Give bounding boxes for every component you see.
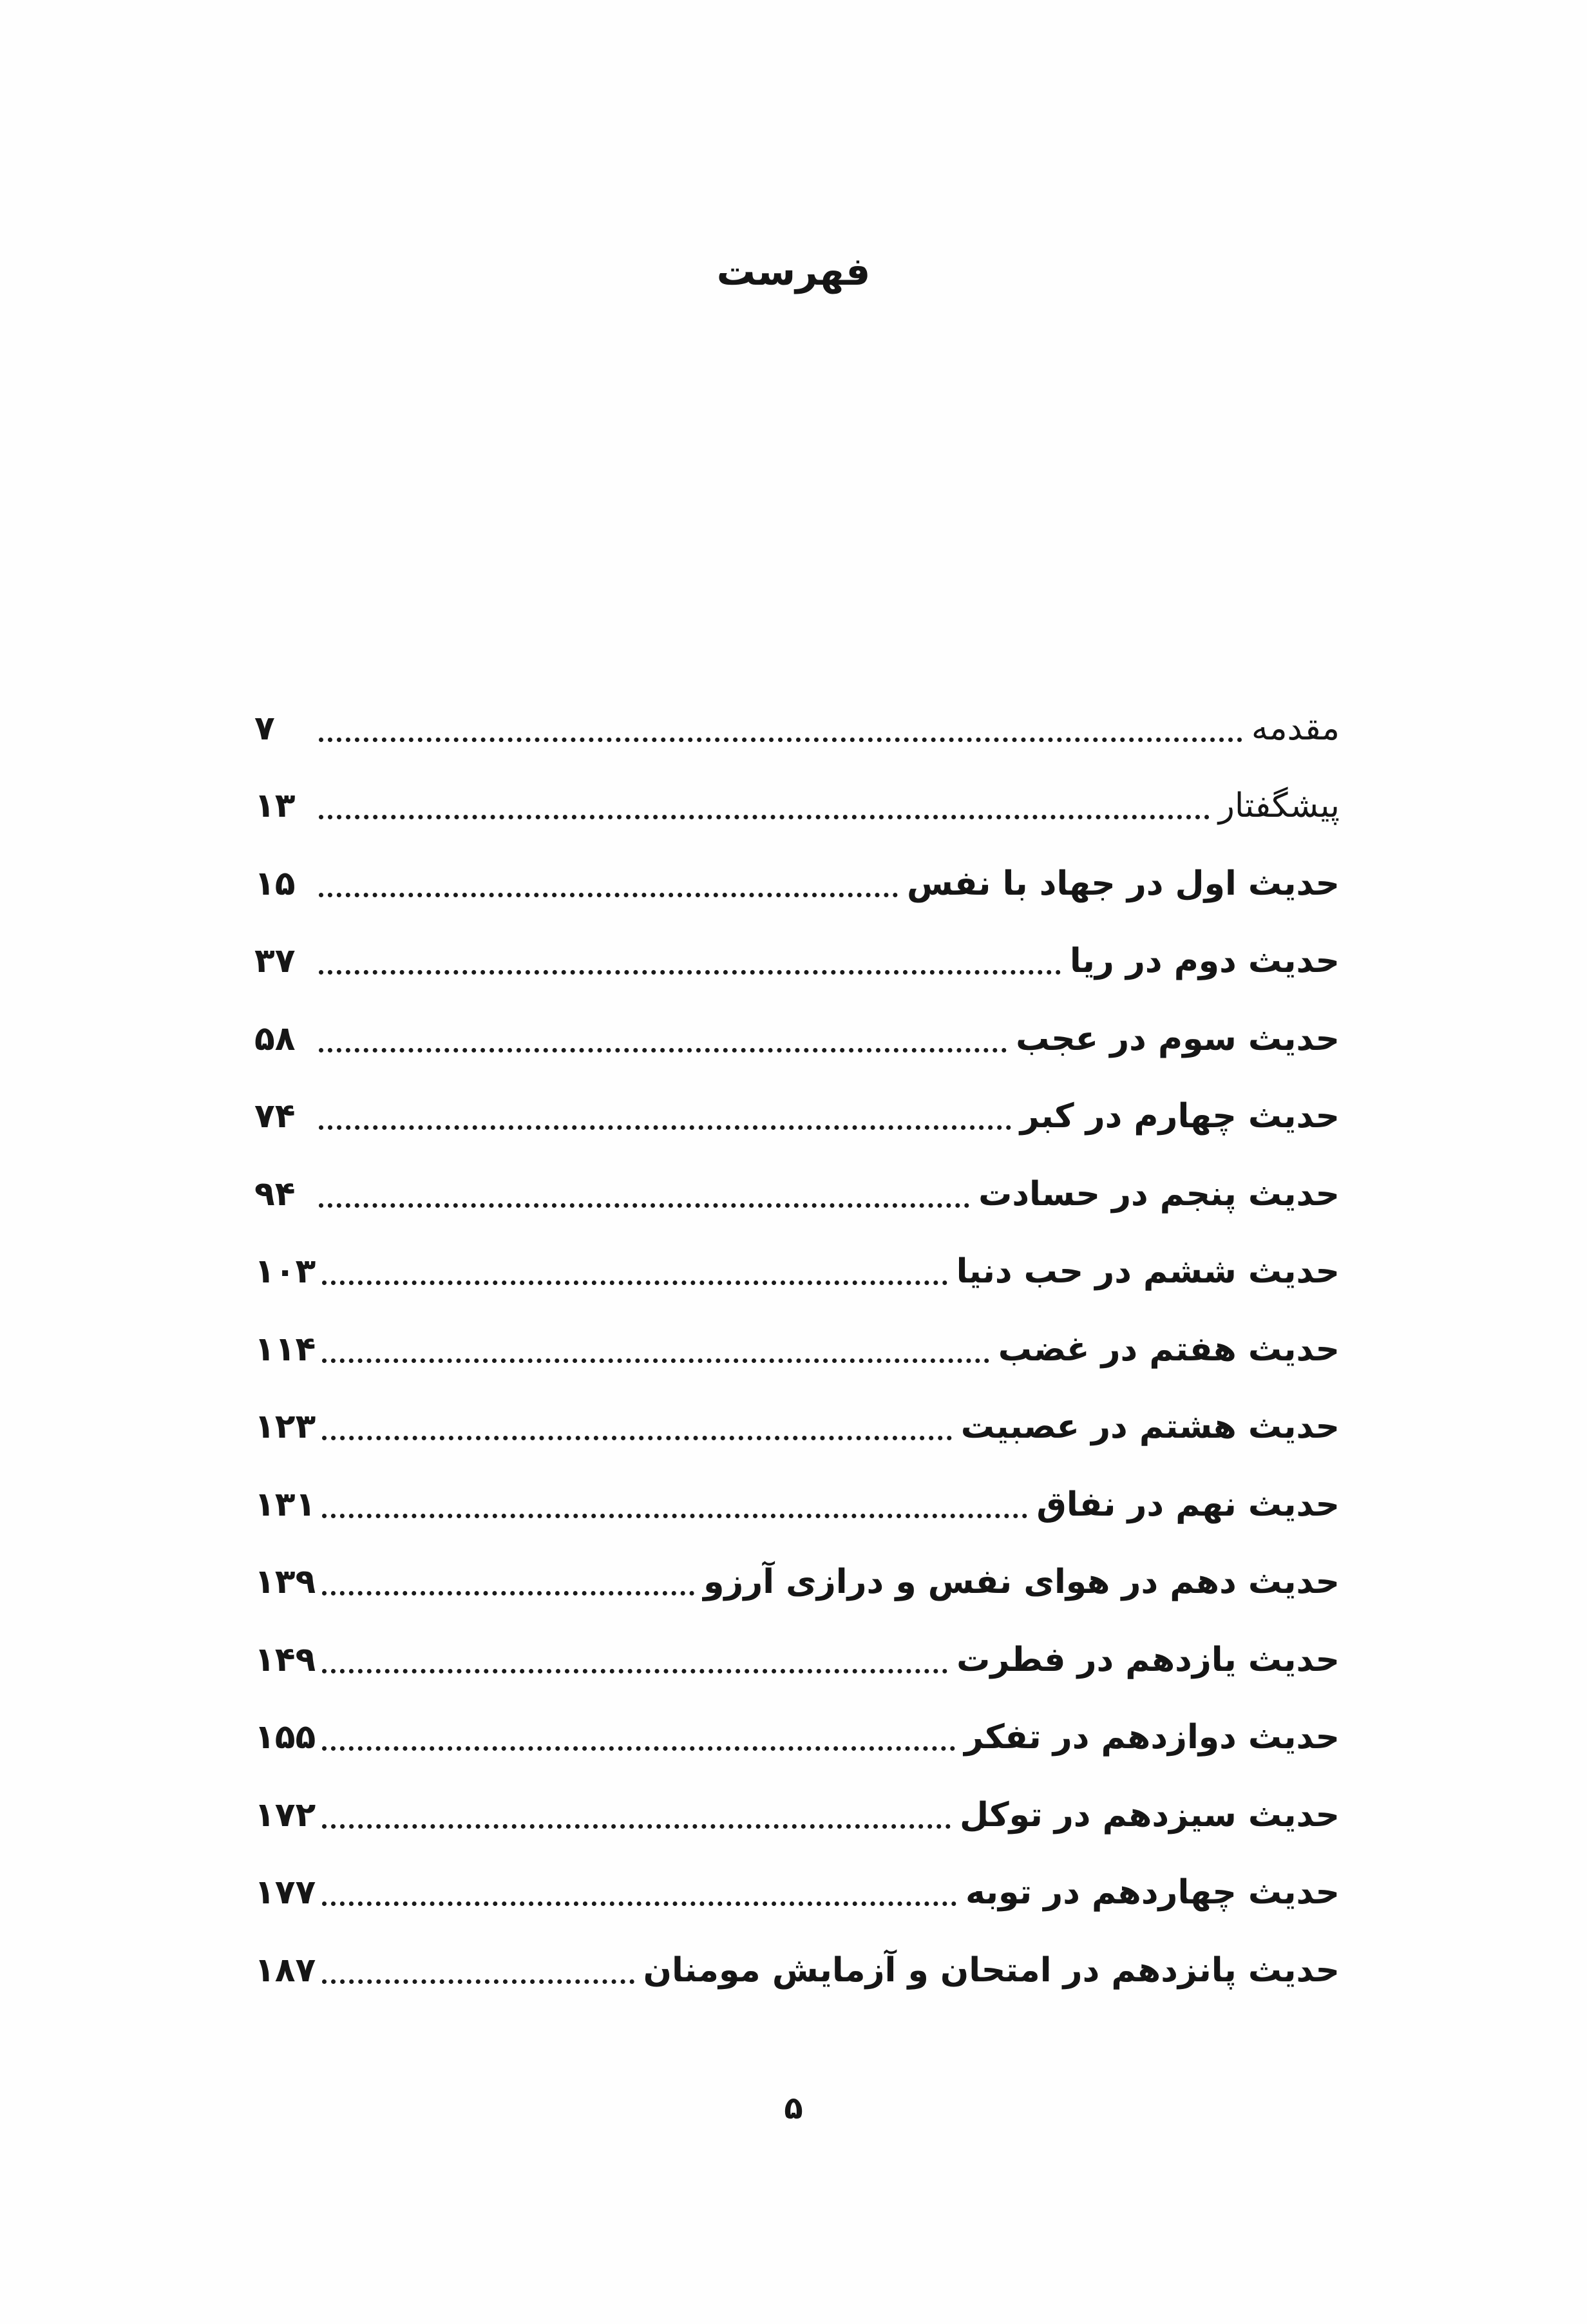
toc-entry-page: ۱۸۷ <box>254 1950 316 1990</box>
toc-entry-title: حدیث سیزدهم در توکل <box>959 1795 1340 1834</box>
toc-entry <box>254 1682 1340 1760</box>
toc-entry-title: حدیث پانزدهم در امتحان و آزمایش مومنان <box>643 1950 1340 1990</box>
toc-entry-title: حدیث ششم در حب دنیا <box>956 1252 1340 1291</box>
toc-entry-title: مقدمه <box>1251 709 1340 748</box>
toc-entry-title: حدیث سوم در عجب <box>1016 1019 1340 1058</box>
toc-entry-page: ۱۴۹ <box>254 1640 316 1679</box>
dot-leader <box>322 1591 694 1595</box>
dot-leader <box>322 1514 1027 1518</box>
dot-leader <box>319 1125 1011 1130</box>
table-of-contents <box>254 673 1340 1993</box>
dot-leader <box>322 1436 952 1440</box>
toc-entry-page: ۷ <box>254 709 275 748</box>
toc-entry-page: ۱۱۴ <box>254 1329 316 1369</box>
toc-entry <box>254 1449 1340 1527</box>
dot-leader <box>319 1203 969 1208</box>
toc-entry-page: ۱۲۳ <box>254 1407 316 1446</box>
dot-leader <box>322 1901 956 1906</box>
toc-entry-title: پیشگفتار <box>1218 786 1340 825</box>
toc-entry-page: ۵۸ <box>254 1019 296 1058</box>
toc-entry-page: ۱۳ <box>254 786 296 825</box>
toc-entry-page: ۳۷ <box>254 942 296 980</box>
dot-leader <box>322 1358 989 1363</box>
toc-entry-page: ۱۷۲ <box>254 1795 316 1834</box>
dot-leader <box>319 893 898 897</box>
toc-entry <box>254 673 1340 751</box>
toc-entry-title: حدیث چهارم در کبر <box>1020 1097 1340 1136</box>
toc-entry <box>254 1527 1340 1605</box>
toc-entry-title: حدیث دوازدهم در تفکر <box>964 1718 1340 1757</box>
dot-leader <box>319 738 1242 742</box>
toc-entry <box>254 1915 1340 1993</box>
toc-entry <box>254 828 1340 906</box>
toc-entry-page: ۷۴ <box>254 1097 296 1136</box>
toc-entry <box>254 1760 1340 1838</box>
toc-entry <box>254 751 1340 829</box>
toc-entry-page: ۱۷۷ <box>254 1873 316 1912</box>
toc-entry-page: ۱۵ <box>254 864 296 903</box>
dot-leader <box>322 1824 951 1829</box>
toc-entry-page: ۱۳۹ <box>254 1563 316 1601</box>
toc-entry <box>254 1217 1340 1295</box>
page-number: ۵ <box>784 2090 803 2126</box>
dot-leader <box>322 1669 947 1673</box>
toc-entry-title: حدیث نهم در نفاق <box>1036 1485 1340 1524</box>
toc-entry <box>254 1294 1340 1372</box>
dot-leader <box>319 970 1061 975</box>
toc-entry-title: حدیث هشتم در عصبیت <box>960 1407 1340 1446</box>
dot-leader <box>319 1048 1007 1052</box>
toc-entry-page: ۱۰۳ <box>254 1252 316 1291</box>
toc-entry-page: ۹۴ <box>254 1174 296 1214</box>
dot-leader <box>319 815 1210 819</box>
toc-entry <box>254 906 1340 984</box>
toc-entry <box>254 1139 1340 1217</box>
toc-entry-title: حدیث پنجم در حسادت <box>978 1174 1340 1214</box>
toc-entry-title: حدیث هفتم در غضب <box>998 1329 1340 1369</box>
toc-entry <box>254 1062 1340 1139</box>
toc-entry-title: حدیث چهاردهم در توبه <box>965 1873 1340 1912</box>
dot-leader <box>322 1281 947 1285</box>
page-title: فهرست <box>716 249 871 294</box>
toc-entry-page: ۱۵۵ <box>254 1718 316 1757</box>
toc-entry-title: حدیث دوم در ریا <box>1069 942 1340 980</box>
toc-entry-page: ۱۳۱ <box>254 1485 316 1524</box>
dot-leader <box>322 1979 634 1984</box>
toc-entry-title: حدیث یازدهم در فطرت <box>956 1640 1340 1679</box>
toc-entry-title: حدیث اول در جهاد با نفس <box>906 864 1340 903</box>
toc-entry <box>254 1372 1340 1450</box>
dot-leader <box>322 1746 955 1751</box>
toc-entry <box>254 984 1340 1062</box>
toc-entry <box>254 1838 1340 1916</box>
toc-entry <box>254 1605 1340 1682</box>
toc-entry-title: حدیث دهم در هوای نفس و درازی آرزو <box>703 1563 1340 1601</box>
